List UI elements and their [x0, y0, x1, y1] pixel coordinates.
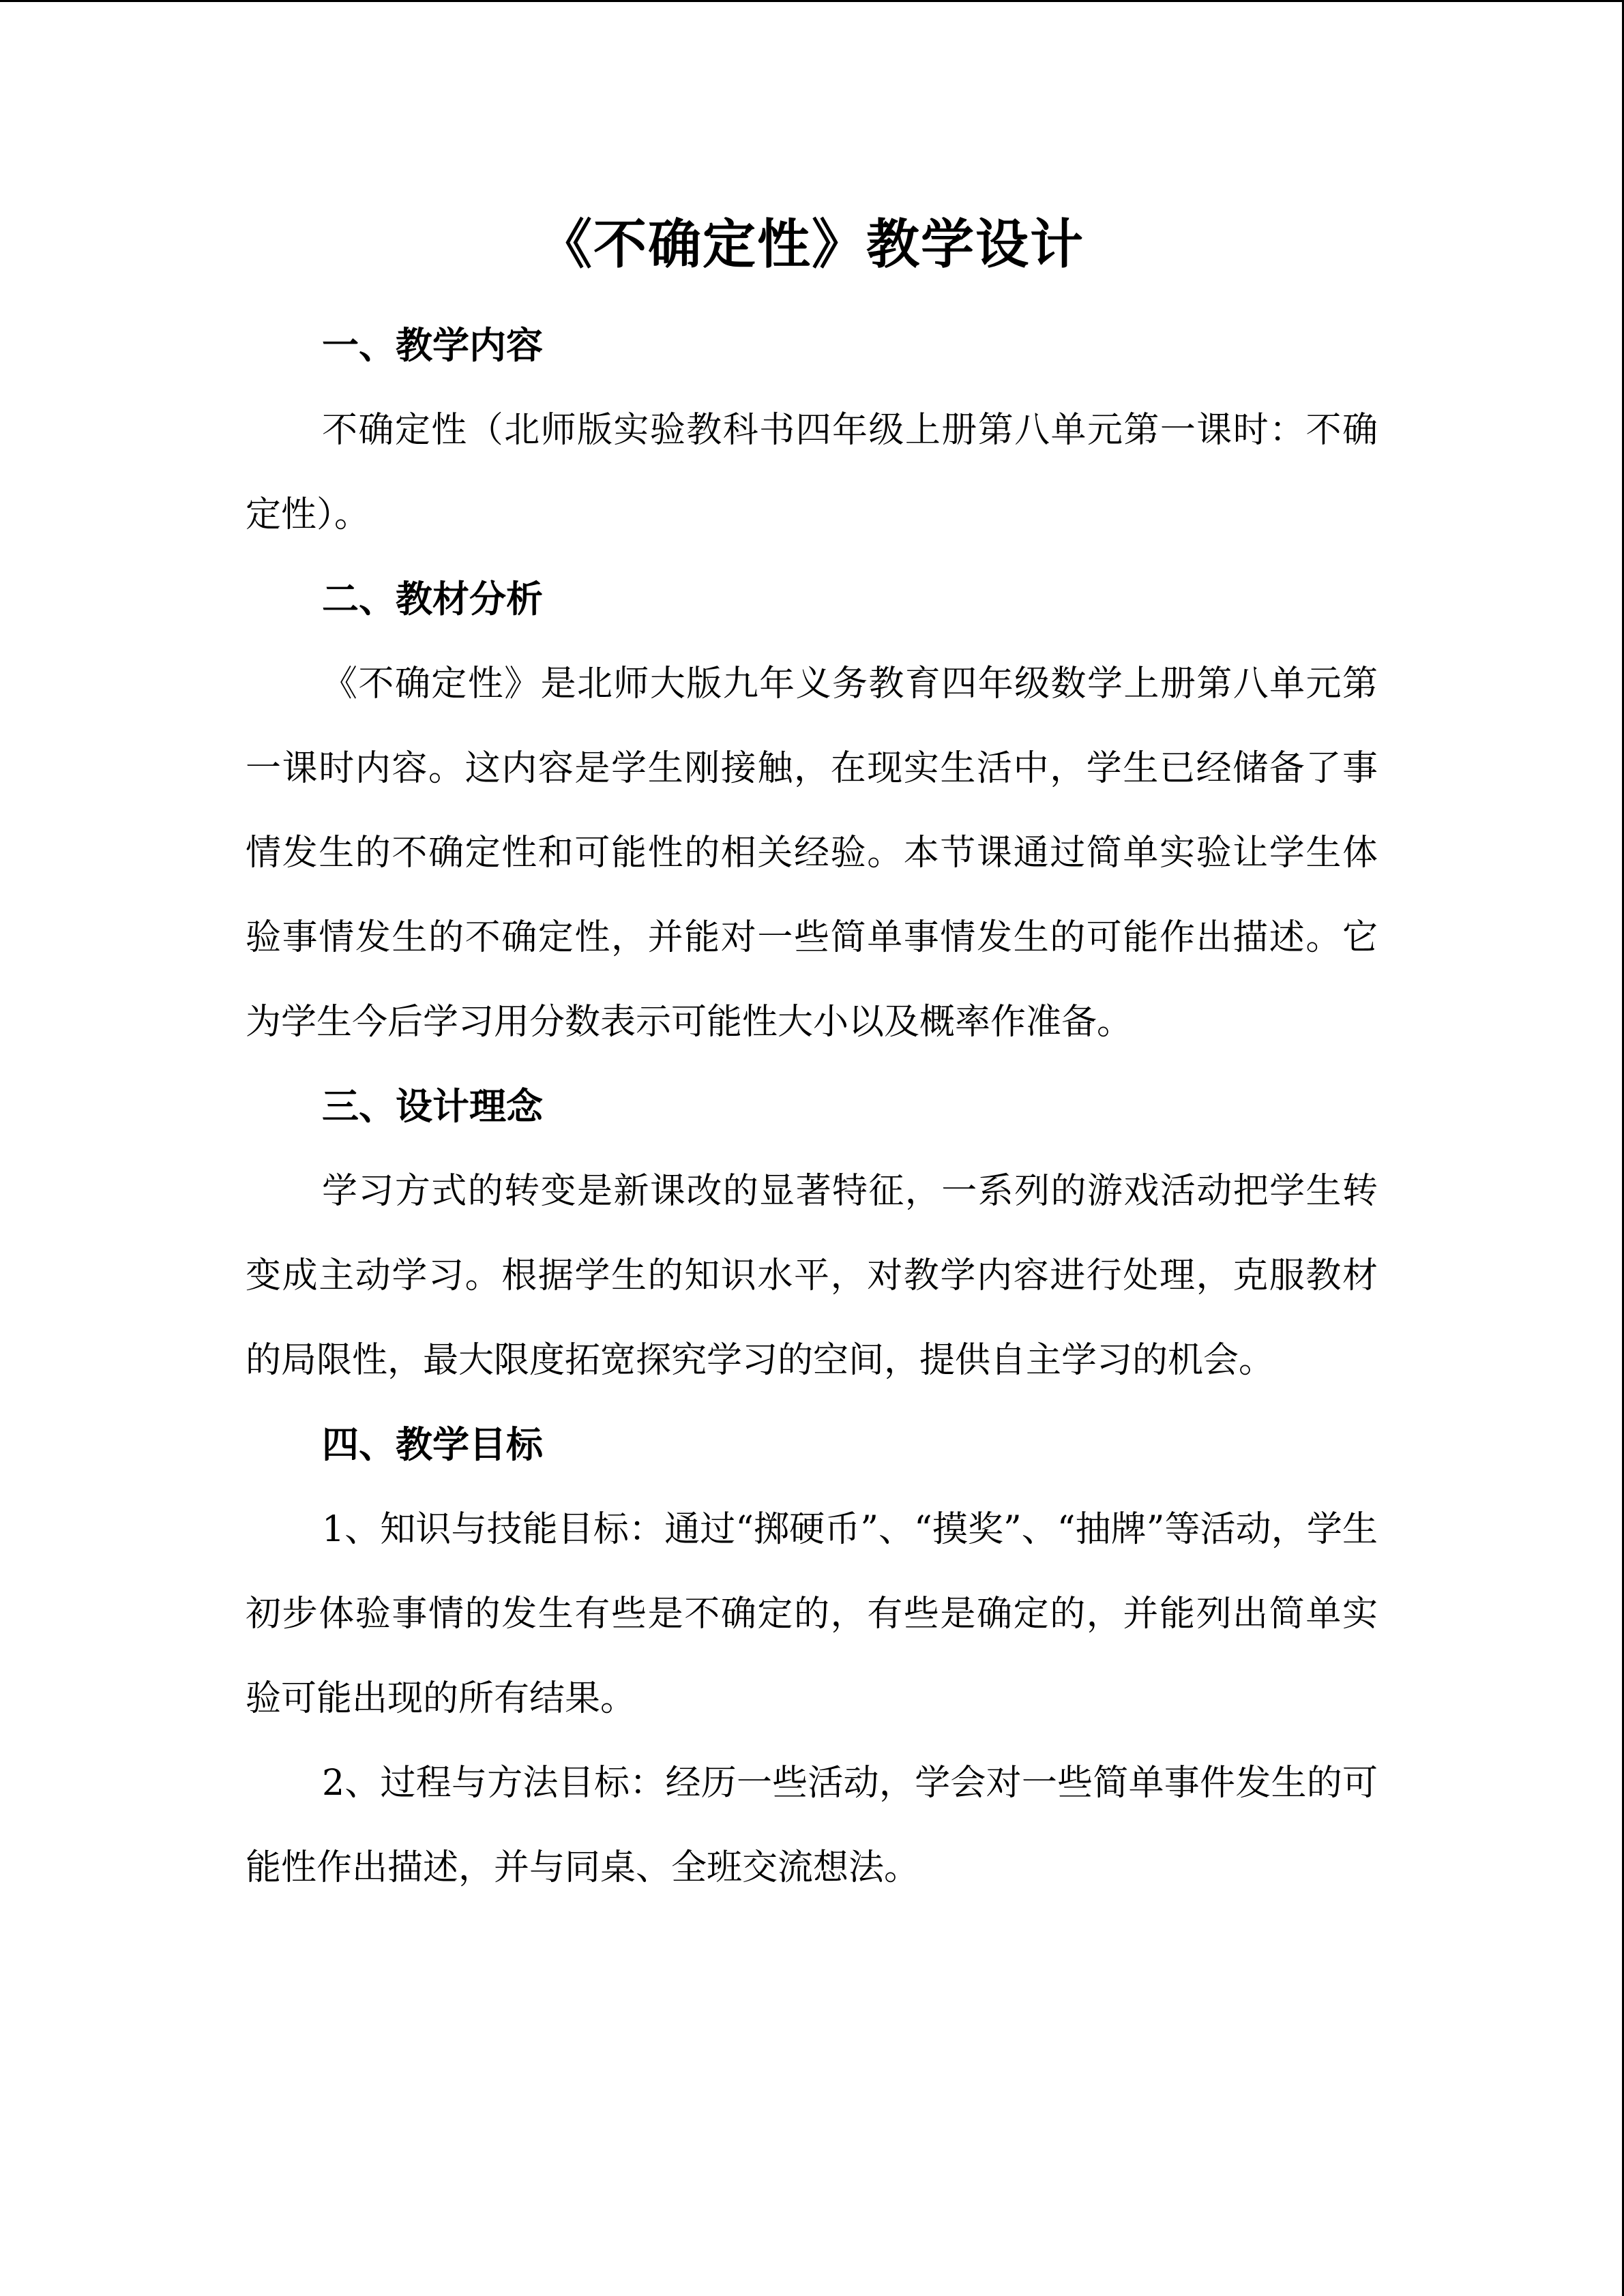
paragraph: 不确定性（北师版实验教科书四年级上册第八单元第一课时：不确定性）。 [246, 410, 1378, 535]
section-teaching-goals [246, 1403, 1378, 1910]
section-heading: 二、教材分析 [322, 578, 543, 621]
section-design-concept [246, 1064, 1378, 1403]
paragraph: 学习方式的转变是新课改的显著特征，一系列的游戏活动把学生转变成主动学习。根据学生的知识水平，对教学内容进行处理，克服教材的局限性，最大限度拓宽探究学习的空间，提供自主学习的机会。 [246, 1171, 1378, 1381]
section-teaching-content [246, 303, 1378, 557]
document-title: 《不确定性》教学设计 [538, 214, 1084, 275]
paragraph: 2、过程与方法目标：经历一些活动，学会对一些简单事件发生的可能性作出描述，并与同桌、全班交流想法。 [246, 1763, 1378, 1888]
section-heading: 一、教学内容 [322, 324, 543, 367]
section-heading: 四、教学目标 [322, 1423, 543, 1466]
paragraph: 1、知识与技能目标：通过“掷硬币”、“摸奖”、“抽牌”等活动，学生初步体验事情的发生有些是不确定的，有些是确定的，并能列出简单实验可能出现的所有结果。 [246, 1509, 1378, 1719]
document-page [246, 200, 1378, 1910]
section-heading: 三、设计理念 [322, 1085, 543, 1128]
paragraph: 《不确定性》是北师大版九年义务教育四年级数学上册第八单元第一课时内容。这内容是学生刚接触，在现实生活中，学生已经储备了事情发生的不确定性和可能性的相关经验。本节课通过简单实验让学生体验事情发生的不确定性，并能对一些简单事情发生的可能作出描述。它为学生今后学习用分数表示可能性大小以及概率作准备。 [246, 664, 1378, 1043]
section-material-analysis [246, 557, 1378, 1064]
